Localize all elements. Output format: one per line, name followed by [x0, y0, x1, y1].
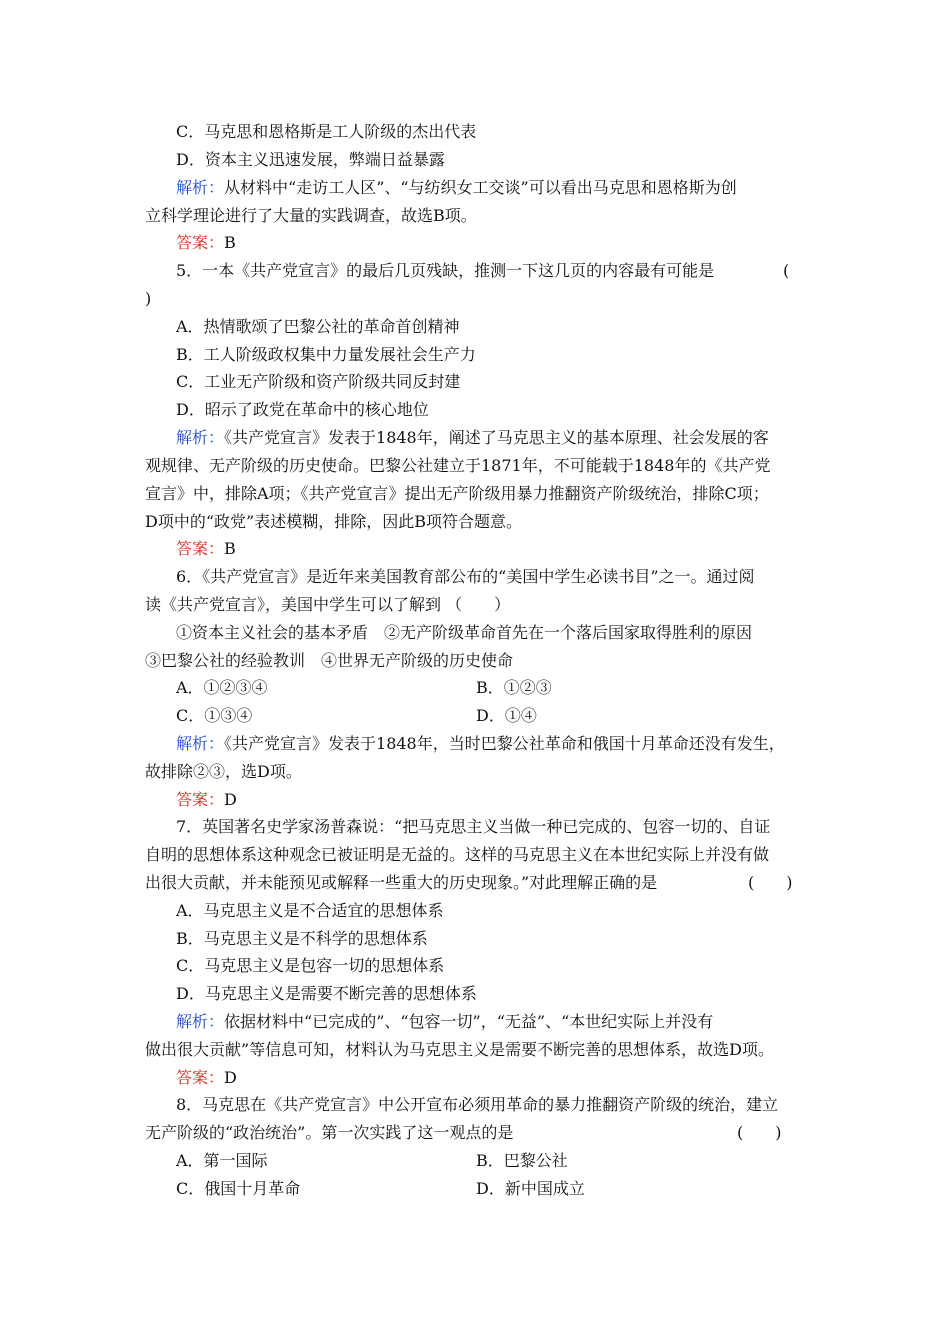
- q4-option-d: D．资本主义迅速发展，弊端日益暴露: [176, 150, 445, 169]
- q6-analysis-cont: 故排除②③，选D项。: [145, 762, 302, 781]
- answer-value: D: [224, 1068, 237, 1087]
- answer-value: B: [224, 233, 236, 252]
- q6-stem: 6．《共产党宣言》是近年来美国教育部公布的“美国中学生必读书目”之一。通过阅: [176, 567, 755, 586]
- analysis-text: 依据材料中“已完成的”、“包容一切”，“无益”、“本世纪实际上并没有: [224, 1012, 714, 1031]
- q6-items-1: ①资本主义社会的基本矛盾 ②无产阶级革命首先在一个落后国家取得胜利的原因: [176, 623, 753, 642]
- q7-option-a: A．马克思主义是不合适宜的思想体系: [176, 901, 444, 920]
- q8-stem: 8．马克思在《共产党宣言》中公开宣布必须用革命的暴力推翻资产阶级的统治，建立: [176, 1095, 779, 1114]
- analysis-label: 解析：: [176, 734, 225, 753]
- q6-stem-cont: 读《共产党宣言》，美国中学生可以了解到 （ ）: [145, 595, 511, 614]
- q6-option-d: D．①④: [476, 706, 537, 725]
- answer-value: B: [224, 539, 236, 558]
- q5-paren-close: ): [145, 289, 152, 308]
- q5-option-d: D．昭示了政党在革命中的核心地位: [176, 400, 429, 419]
- q5-analysis-cont-1: 观规律、无产阶级的历史使命。巴黎公社建立于1871年，不可能载于1848年的《共产党: [145, 456, 771, 475]
- q7-option-b: B．马克思主义是不科学的思想体系: [176, 929, 428, 948]
- q8-answer-paren: ( ): [737, 1123, 782, 1142]
- answer-value: D: [224, 790, 237, 809]
- q4-analysis-line: [176, 178, 737, 198]
- q6-items-2: ③巴黎公社的经验教训 ④世界无产阶级的历史使命: [145, 651, 514, 670]
- q8-stem-cont: 无产阶级的“政治统治”。第一次实践了这一观点的是: [145, 1123, 514, 1142]
- q7-answer-line: [176, 1068, 237, 1088]
- answer-label: 答案：: [176, 233, 225, 252]
- q5-option-c: C．工业无产阶级和资产阶级共同反封建: [176, 372, 461, 391]
- q8-option-c: C．俄国十月革命: [176, 1179, 301, 1198]
- answer-label: 答案：: [176, 790, 225, 809]
- q6-answer-line: [176, 790, 237, 810]
- q5-paren-open: (: [783, 261, 790, 280]
- analysis-label: 解析：: [176, 1012, 225, 1031]
- q5-stem: 5．一本《共产党宣言》的最后几页残缺，推测一下这几页的内容最有可能是: [176, 261, 715, 280]
- q4-option-c: C．马克思和恩格斯是工人阶级的杰出代表: [176, 122, 477, 141]
- q5-option-b: B．工人阶级政权集中力量发展社会生产力: [176, 345, 476, 364]
- q7-stem-cont-2: 出很大贡献，并未能预见或解释一些重大的历史现象。”对此理解正确的是: [145, 873, 658, 892]
- answer-label: 答案：: [176, 539, 225, 558]
- q8-option-b: B．巴黎公社: [476, 1151, 568, 1170]
- q7-stem-cont-1: 自明的思想体系这种观念已被证明是无益的。这样的马克思主义在本世纪实际上并没有做: [145, 845, 770, 864]
- q5-analysis-cont-2: 宣言》中，排除A项；《共产党宣言》提出无产阶级用暴力推翻资产阶级统治，排除C项；: [145, 484, 769, 503]
- q7-option-d: D．马克思主义是需要不断完善的思想体系: [176, 984, 477, 1003]
- q8-option-a: A．第一国际: [176, 1151, 268, 1170]
- q6-analysis-line: [176, 734, 785, 754]
- q4-answer-line: [176, 233, 236, 253]
- analysis-label: 解析：: [176, 178, 225, 197]
- q7-option-c: C．马克思主义是包容一切的思想体系: [176, 956, 445, 975]
- q7-analysis-cont: 做出很大贡献”等信息可知，材料认为马克思主义是需要不断完善的思想体系，故选D项。: [145, 1040, 775, 1059]
- analysis-text: 从材料中“走访工人区”、“与纺织女工交谈”可以看出马克思和恩格斯为创: [224, 178, 737, 197]
- q7-answer-paren: ( ): [748, 873, 793, 892]
- analysis-text: 《共产党宣言》发表于1848年，当时巴黎公社革命和俄国十月革命还没有发生，: [224, 734, 785, 753]
- q4-analysis-cont: 立科学理论进行了大量的实践调查，故选B项。: [145, 206, 477, 225]
- q7-analysis-line: [176, 1012, 713, 1032]
- analysis-text: 《共产党宣言》发表于1848年，阐述了马克思主义的基本原理、社会发展的客: [224, 428, 769, 447]
- q5-analysis-cont-3: D项中的“政党”表述模糊，排除，因此B项符合题意。: [145, 512, 522, 531]
- q6-option-c: C．①③④: [176, 706, 253, 725]
- q5-answer-line: [176, 539, 236, 559]
- q8-option-d: D．新中国成立: [476, 1179, 585, 1198]
- q7-stem: 7．英国著名史学家汤普森说：“把马克思主义当做一种已完成的、包容一切的、自证: [176, 817, 771, 836]
- q6-option-b: B．①②③: [476, 678, 552, 697]
- answer-label: 答案：: [176, 1068, 225, 1087]
- q6-option-a: A．①②③④: [176, 678, 268, 697]
- q5-analysis-line: [176, 428, 769, 448]
- q5-option-a: A．热情歌颂了巴黎公社的革命首创精神: [176, 317, 460, 336]
- analysis-label: 解析：: [176, 428, 225, 447]
